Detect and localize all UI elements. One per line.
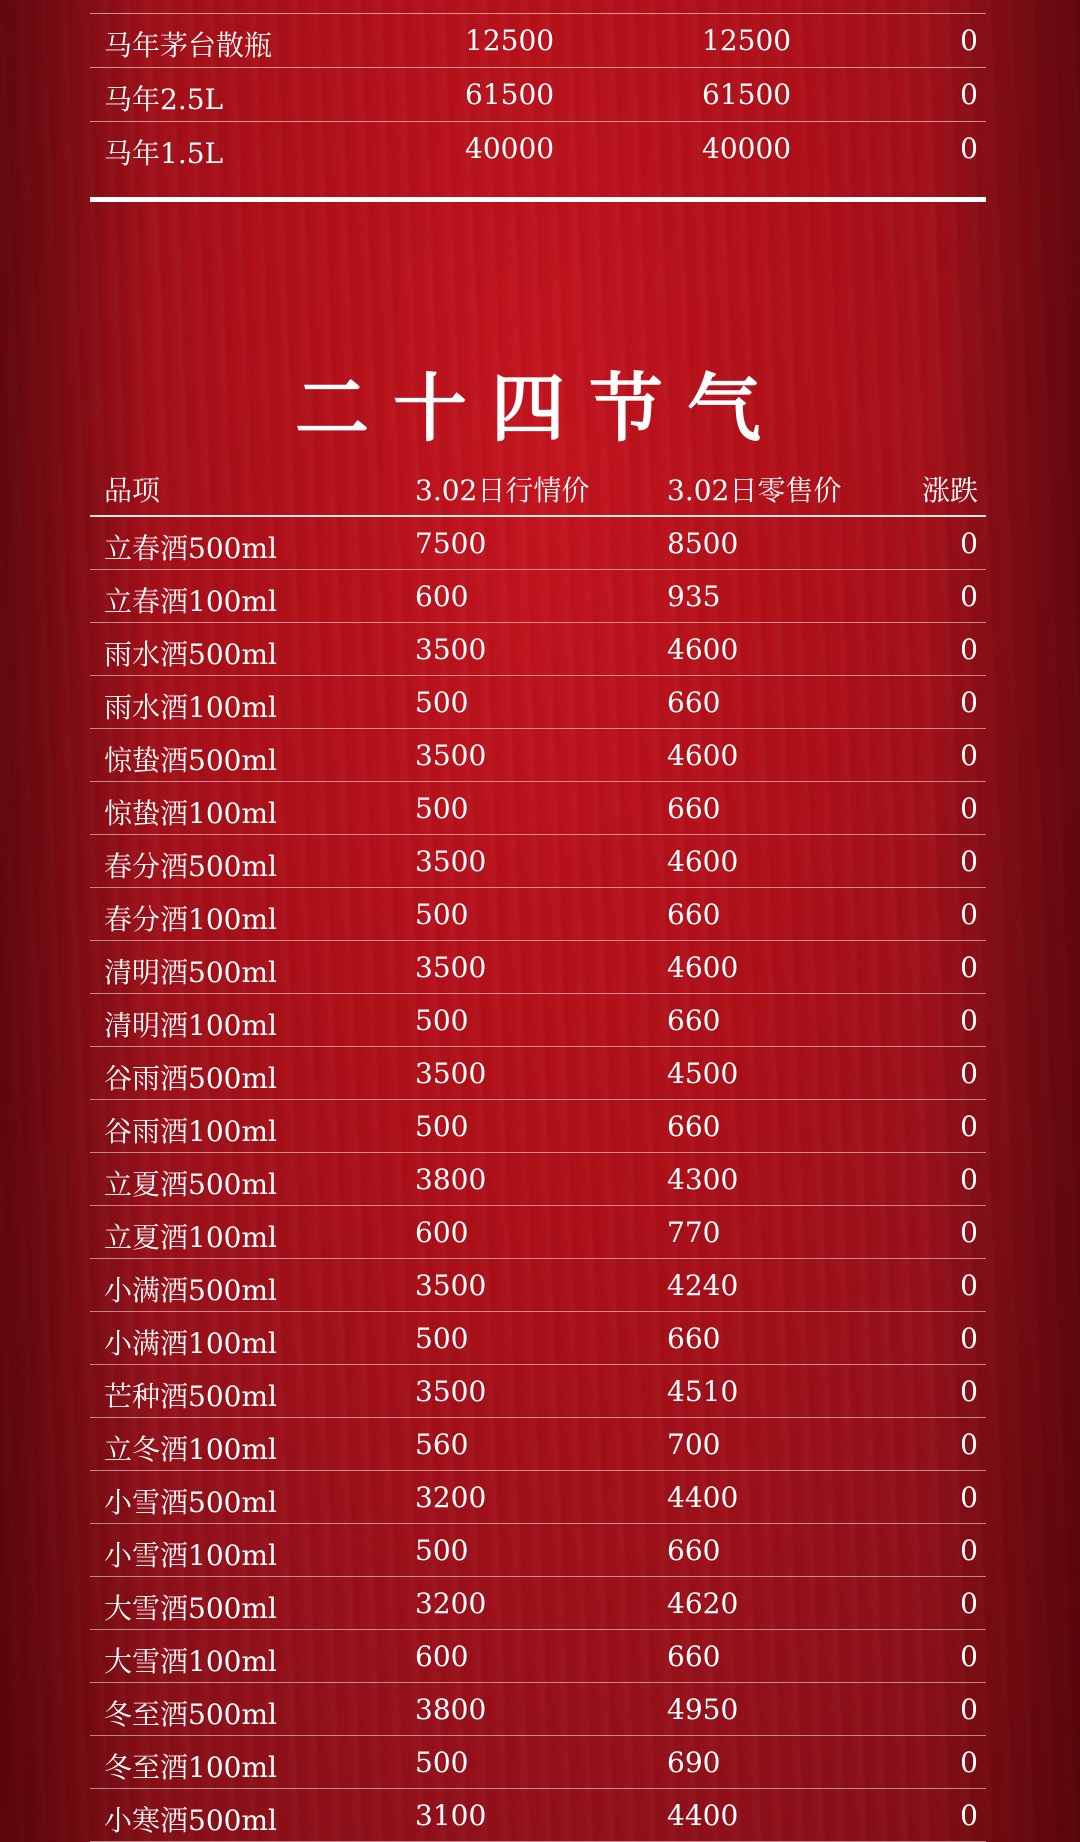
item-name-cell: 清明酒100ml	[104, 1009, 277, 1042]
table-row	[90, 1683, 986, 1736]
market-price-cell: 40000	[465, 132, 555, 165]
market-price-cell: 500	[415, 1322, 469, 1355]
table-row	[90, 1736, 986, 1789]
retail-price-cell: 660	[667, 792, 721, 825]
table-row	[90, 623, 986, 676]
market-price-cell: 61500	[465, 78, 555, 111]
table-row	[90, 1789, 986, 1842]
change-cell: 0	[960, 132, 978, 165]
item-name-cell: 冬至酒100ml	[104, 1751, 277, 1784]
item-name-cell: 小雪酒500ml	[104, 1486, 277, 1519]
retail-price-cell: 4400	[667, 1799, 739, 1832]
retail-price-cell: 8500	[667, 527, 739, 560]
retail-price-cell: 660	[667, 898, 721, 931]
market-price-cell: 500	[415, 1004, 469, 1037]
market-price-cell: 600	[415, 1216, 469, 1249]
table-row	[90, 1524, 986, 1577]
change-cell: 0	[960, 1375, 978, 1408]
table-header-row	[90, 465, 986, 517]
section-title: 二十四节气	[295, 366, 785, 452]
change-cell: 0	[960, 580, 978, 613]
table-row	[90, 570, 986, 623]
table-row	[90, 517, 986, 570]
retail-price-cell: 4600	[667, 845, 739, 878]
market-price-cell: 7500	[415, 527, 487, 560]
top-price-table	[90, 0, 986, 175]
market-price-cell: 500	[415, 1534, 469, 1567]
change-cell: 0	[960, 1004, 978, 1037]
table-row	[90, 941, 986, 994]
market-price-cell: 500	[415, 1110, 469, 1143]
item-name-cell: 冬至酒500ml	[104, 1698, 277, 1731]
change-cell: 0	[960, 792, 978, 825]
retail-price-cell: 660	[667, 1640, 721, 1673]
market-price-cell: 12500	[465, 24, 555, 57]
market-price-cell: 3500	[415, 951, 487, 984]
market-price-cell: 3500	[415, 1375, 487, 1408]
market-price-cell: 3200	[415, 1587, 487, 1620]
table-row-partial	[90, 0, 986, 14]
item-name-cell: 小寒酒500ml	[104, 1804, 277, 1837]
item-name-cell: 立冬酒100ml	[104, 1433, 277, 1466]
change-cell: 0	[960, 686, 978, 719]
table-row	[90, 1630, 986, 1683]
header-market-price: 3.02日行情价	[415, 474, 590, 507]
item-name-cell: 清明酒500ml	[104, 956, 277, 989]
change-cell: 0	[960, 1799, 978, 1832]
table-row	[90, 1259, 986, 1312]
table-row	[90, 14, 986, 68]
market-price-cell: 3500	[415, 739, 487, 772]
retail-price-cell: 660	[667, 1110, 721, 1143]
item-name-cell: 小满酒500ml	[104, 1274, 277, 1307]
item-name-cell: 立夏酒500ml	[104, 1168, 277, 1201]
table-row	[90, 68, 986, 122]
table-row	[90, 1153, 986, 1206]
item-name-cell: 芒种酒500ml	[104, 1380, 277, 1413]
item-name-cell: 小雪酒100ml	[104, 1539, 277, 1572]
header-change: 涨跌	[921, 474, 978, 507]
item-name-cell: 立春酒100ml	[104, 585, 277, 618]
change-cell: 0	[960, 1640, 978, 1673]
retail-price-cell: 61500	[702, 78, 792, 111]
item-name-cell: 马年1.5L	[104, 137, 224, 170]
retail-price-cell: 4620	[667, 1587, 739, 1620]
table-row	[90, 729, 986, 782]
table-row	[90, 122, 986, 175]
item-name-cell: 春分酒100ml	[104, 903, 277, 936]
item-name-cell: 大雪酒500ml	[104, 1592, 277, 1625]
item-name-cell: 惊蛰酒100ml	[104, 797, 277, 830]
table-row	[90, 994, 986, 1047]
table-row	[90, 1577, 986, 1630]
table-row	[90, 782, 986, 835]
retail-price-cell: 690	[667, 1746, 721, 1779]
change-cell: 0	[960, 1110, 978, 1143]
market-price-cell: 3500	[415, 845, 487, 878]
table-row	[90, 835, 986, 888]
item-name-cell: 立夏酒100ml	[104, 1221, 277, 1254]
change-cell: 0	[960, 24, 978, 57]
retail-price-cell: 4510	[667, 1375, 739, 1408]
market-price-cell: 600	[415, 580, 469, 613]
market-price-cell: 3800	[415, 1163, 487, 1196]
table-row	[90, 1100, 986, 1153]
change-cell: 0	[960, 1163, 978, 1196]
market-price-cell: 3800	[415, 1693, 487, 1726]
market-price-cell: 500	[415, 686, 469, 719]
retail-price-cell: 935	[667, 580, 721, 613]
market-price-cell: 500	[415, 898, 469, 931]
market-price-cell: 500	[415, 1746, 469, 1779]
item-name-cell: 春分酒500ml	[104, 850, 277, 883]
item-name-cell: 大雪酒100ml	[104, 1645, 277, 1678]
retail-price-cell: 4400	[667, 1481, 739, 1514]
top-table-body	[90, 14, 986, 175]
change-cell: 0	[960, 1269, 978, 1302]
price-table	[90, 465, 986, 1842]
retail-price-cell: 4600	[667, 633, 739, 666]
table-row	[90, 1206, 986, 1259]
market-price-cell: 500	[415, 792, 469, 825]
table-row	[90, 1471, 986, 1524]
change-cell: 0	[960, 951, 978, 984]
item-name-cell: 小满酒100ml	[104, 1327, 277, 1360]
header-retail-price: 3.02日零售价	[667, 474, 842, 507]
market-price-cell: 600	[415, 1640, 469, 1673]
retail-price-cell: 4300	[667, 1163, 739, 1196]
change-cell: 0	[960, 845, 978, 878]
change-cell: 0	[960, 78, 978, 111]
change-cell: 0	[960, 1428, 978, 1461]
item-name-cell: 谷雨酒100ml	[104, 1115, 277, 1148]
market-price-cell: 3500	[415, 1057, 487, 1090]
change-cell: 0	[960, 1746, 978, 1779]
table-row	[90, 1365, 986, 1418]
change-cell: 0	[960, 527, 978, 560]
change-cell: 0	[960, 1534, 978, 1567]
table-row	[90, 1047, 986, 1100]
table-row	[90, 1418, 986, 1471]
header-item: 品项	[104, 474, 161, 507]
retail-price-cell: 4950	[667, 1693, 739, 1726]
retail-price-cell: 4240	[667, 1269, 739, 1302]
market-price-cell: 3100	[415, 1799, 487, 1832]
retail-price-cell: 770	[667, 1216, 721, 1249]
table-body	[90, 517, 986, 1842]
change-cell: 0	[960, 1216, 978, 1249]
change-cell: 0	[960, 739, 978, 772]
retail-price-cell: 40000	[702, 132, 792, 165]
change-cell: 0	[960, 1587, 978, 1620]
item-name-cell: 立春酒500ml	[104, 532, 277, 565]
retail-price-cell: 660	[667, 686, 721, 719]
table-row	[90, 1312, 986, 1365]
retail-price-cell: 660	[667, 1322, 721, 1355]
market-price-cell: 3500	[415, 1269, 487, 1302]
retail-price-cell: 660	[667, 1004, 721, 1037]
item-name-cell: 惊蛰酒500ml	[104, 744, 277, 777]
change-cell: 0	[960, 1057, 978, 1090]
market-price-cell: 3500	[415, 633, 487, 666]
retail-price-cell: 660	[667, 1534, 721, 1567]
change-cell: 0	[960, 1693, 978, 1726]
retail-price-cell: 4600	[667, 951, 739, 984]
retail-price-cell: 700	[667, 1428, 721, 1461]
market-price-cell: 560	[415, 1428, 469, 1461]
change-cell: 0	[960, 898, 978, 931]
section-divider	[90, 197, 986, 202]
table-row	[90, 888, 986, 941]
item-name-cell: 马年2.5L	[104, 83, 224, 116]
table-row	[90, 676, 986, 729]
item-name-cell: 雨水酒500ml	[104, 638, 277, 671]
retail-price-cell: 4500	[667, 1057, 739, 1090]
retail-price-cell: 4600	[667, 739, 739, 772]
change-cell: 0	[960, 1481, 978, 1514]
change-cell: 0	[960, 633, 978, 666]
retail-price-cell: 12500	[702, 24, 792, 57]
item-name-cell: 马年茅台散瓶	[104, 29, 273, 62]
item-name-cell: 雨水酒100ml	[104, 691, 277, 724]
change-cell: 0	[960, 1322, 978, 1355]
item-name-cell: 谷雨酒500ml	[104, 1062, 277, 1095]
market-price-cell: 3200	[415, 1481, 487, 1514]
